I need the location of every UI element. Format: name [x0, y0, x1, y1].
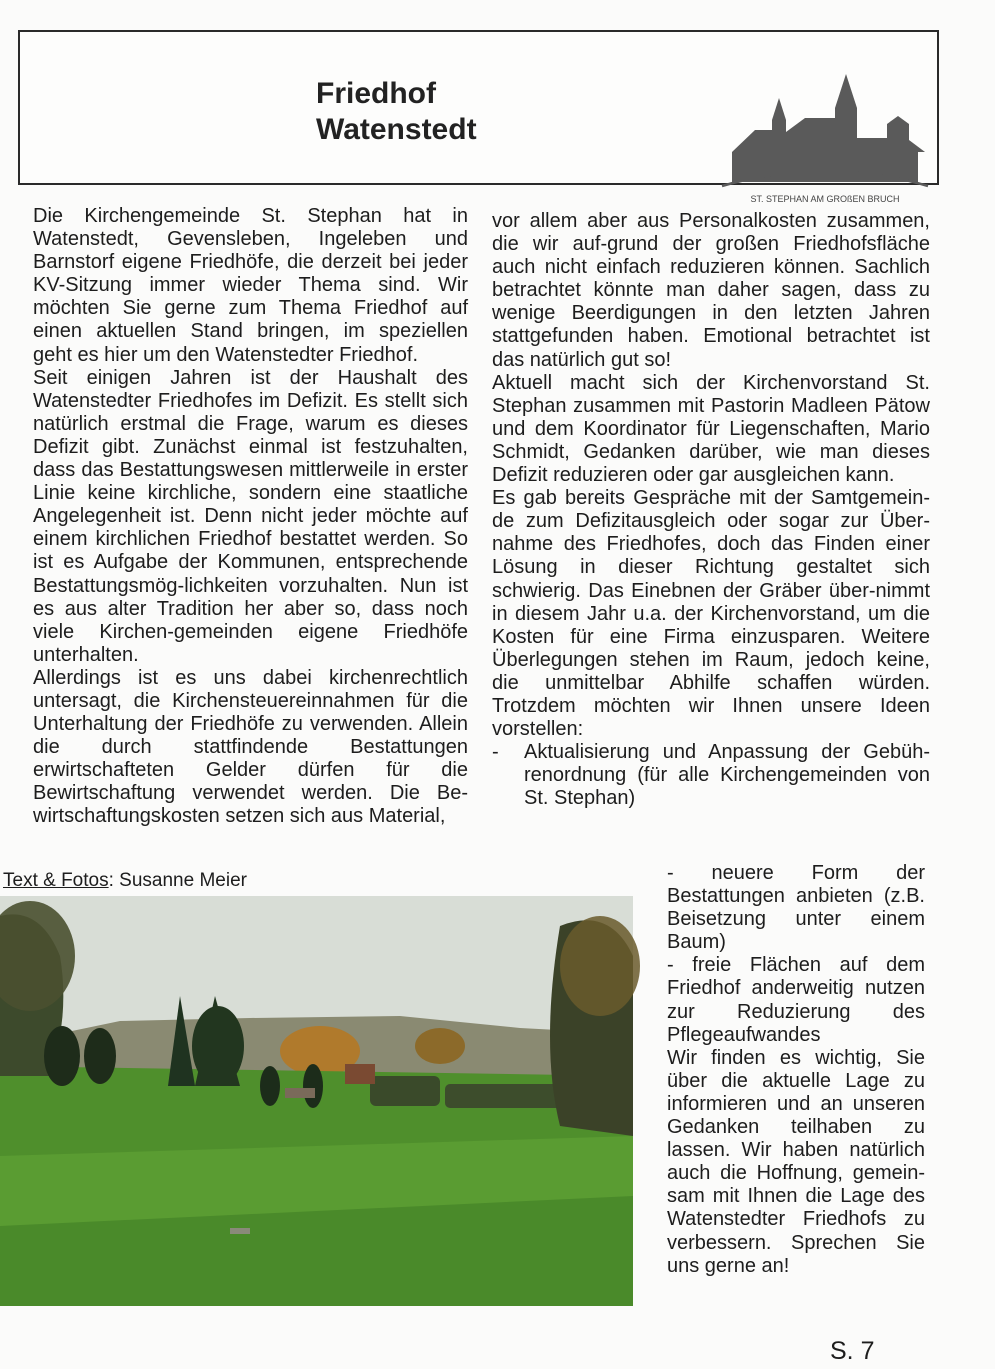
- paragraph: Es gab bereits Gespräche mit der Samtgemein-de zum Defizitausgleich oder sogar zur Über-nahme des Friedhofes, doch das Finden einer Lösung in dieser Richtung gestaltet sich schwierig. Das Einebnen der Gräber über-nimmt in diesem Jahr u.a. der Kirchenvorstand, um die Kosten für eine Firma einzusparen. Weitere Überlegungen stehen im Raum, jedoch keine, die unmittelbar Abhilfe schaffen würden. Trotzdem möchten wir Ihnen unsere Ideen vorstellen:: [492, 487, 930, 741]
- page-number: S. 7: [830, 1337, 875, 1365]
- header-box: [18, 30, 939, 204]
- list-item: - neuere Form der Bestattungen anbieten (z.B. Beisetzung unter einem Baum): [667, 862, 925, 954]
- paragraph: Wir finden es wichtig, Sie über die aktuelle Lage zu informieren und an unseren Gedanken teilhaben zu lassen. Wir haben natürlich auch die Hoffnung, gemein-sam mit Ihnen die Lage des Watenstedter Friedhofs zu verbessern. Sprechen Sie uns gerne an!: [667, 1046, 925, 1277]
- cemetery-photo: [0, 896, 633, 1306]
- paragraph: Aktuell macht sich der Kirchenvorstand St. Stephan zusammen mit Pastorin Madleen Pätow und dem Koordinator für Liegenschaften, Mario Schmidt, Gedanken darüber, wie man dieses Defizit reduzieren oder gar ausgleichen kann.: [492, 371, 930, 487]
- credit-label: Text & Fotos: [3, 870, 109, 891]
- paragraph: Allerdings ist es uns dabei kirchenrechtlich untersagt, die Kirchensteuereinnahmen für die Unterhaltung der Friedhöfe zu verwenden. Allein die durch stattfindende Bestattungen erwirtschafteten Gelder dürfen für die Bewirtschaftung verwendet werden. Die Be-wirtschaftungskosten setzen sich aus Material,: [33, 666, 468, 828]
- church-logo: [710, 60, 940, 204]
- paragraph: vor allem aber aus Personalkosten zusammen, die wir auf-grund der großen Friedhofsfläche auch nicht einfach reduzieren können. Sachlich betrachtet könnte man daher sagen, dass zu wenige Beerdigungen in den letzten Jahren stattgefunden haben. Emotional betrachtet ist das natürlich gut so!: [492, 210, 930, 371]
- article-narrow-column: [667, 862, 925, 1278]
- page-title: [316, 76, 477, 148]
- bullet-dash: -: [492, 741, 499, 764]
- paragraph: Die Kirchengemeinde St. Stephan hat in Watenstedt, Gevensleben, Ingeleben und Barnstorf eigene Friedhöfe, die derzeit bei jeder KV-Sitzung immer wieder Thema sind. Wir möchten Sie gerne zum Thema Friedhof auf einen aktuellen Stand bringen, im speziellen geht es hier um den Watenstedter Friedhof.: [33, 205, 468, 366]
- title-line-2: Watenstedt: [316, 113, 477, 146]
- list-item: - freie Flächen auf dem Friedhof anderweitig nutzen zur Reduzierung des Pflegeaufwandes: [667, 954, 925, 1046]
- list-item: [492, 741, 930, 810]
- bullet-text: Aktualisierung und Anpassung der Gebüh-renordnung (für alle Kirchengemeinden von St. Stephan): [524, 741, 930, 810]
- photo-credit: [3, 869, 247, 892]
- title-line-1: Friedhof: [316, 77, 436, 110]
- logo-text: ST. STEPHAN AM GROßEN BRUCH: [750, 194, 900, 204]
- credit-name: : Susanne Meier: [108, 870, 247, 891]
- article-right-column: [492, 210, 930, 810]
- article-left-column: [33, 205, 468, 829]
- paragraph: Seit einigen Jahren ist der Haushalt des Watenstedter Friedhofes im Defizit. Es stellt sich natürlich erstmal die Frage, warum es dieses Defizit gibt. Zunächst einmal ist festzuhalten, dass das Bestattungswesen mittlerweile in erster Linie keine kirchliche, sondern eine staatliche Angelegenheit ist. Denn nicht jeder möchte auf einem kirchlichen Friedhof bestattet werden. So ist es Aufgabe der Kommunen, entsprechende Bestattungsmög-lichkeiten vorzuhalten. Nun ist es aus alter Tradition her aber so, dass noch viele Kirchen-gemeinden eigene Friedhöfe unterhalten.: [33, 366, 468, 666]
